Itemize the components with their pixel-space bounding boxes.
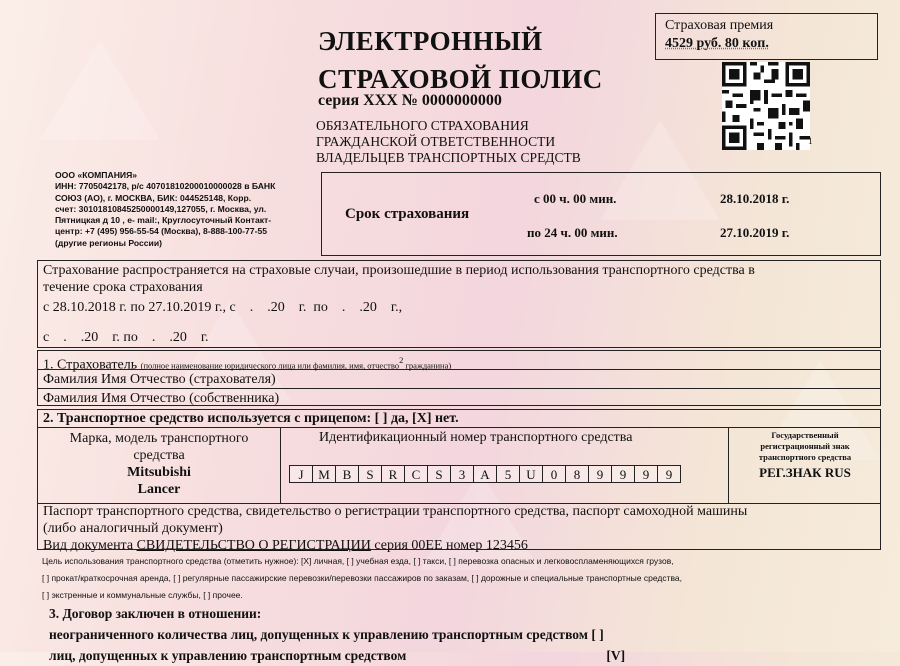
term-to-date: 27.10.2019 г. — [720, 225, 790, 240]
policyholder-section — [37, 350, 881, 406]
insurer-company-info: ООО «КОМПАНИЯ» ИНН: 7705042178, р/с 40701810200010000028 в БАНК СОЮЗ (АО), г. МОСКВА, БИК: 044525148, Корр. счет: 30101810845250000149,127055, г. Москва, ул. Пятницкая д 10 , е- mail:, Круглосуточный Контакт- центр: +7 (495) 956-55-54 (Москва), 8-888-100-77-55 (другие регионы России) — [55, 170, 276, 248]
vin-char-cell: S — [358, 465, 382, 483]
vehicle-document: Паспорт транспортного средства, свидетельство о регистрации транспортного средства, паспорт самоходной машины (либо аналогичный документ) Вид документа СВИДЕТЕЛЬСТВО О РЕГИСТРАЦИИ серия 00ЕЕ номер 123456 — [43, 504, 748, 553]
registration-plate-label: Государственный регистрационный знак транспортного средства — [758, 430, 852, 462]
vin-char-cell: C — [404, 465, 428, 483]
insurance-term-box — [321, 172, 881, 256]
vin-char-cell: S — [427, 465, 451, 483]
policyholder-heading: 1. Страхователь (полное наименование юридического лица или фамилия, имя, отчество$^2$ гражданина) — [38, 351, 880, 370]
policy-title: ЭЛЕКТРОННЫЙ СТРАХОВОЙ ПОЛИС — [318, 26, 603, 94]
vin-char-cell: 9 — [634, 465, 658, 483]
insurance-premium-box — [655, 13, 878, 60]
vin-char-cell: B — [335, 465, 359, 483]
vin-char-cell: R — [381, 465, 405, 483]
term-from-date: 28.10.2018 г. — [720, 191, 790, 206]
vehicle-trailer-heading: 2. Транспортное средство используется с прицепом: [ ] да, [X] нет. — [38, 410, 880, 428]
contract-option-listed: лиц, допущенных к управлению транспортным средством [V] — [49, 648, 626, 663]
document-type: СВИДЕТЕЛЬСТВО О РЕГИСТРАЦИИ — [136, 538, 371, 553]
contract-drivers-section — [49, 603, 625, 666]
qr-code — [722, 62, 810, 150]
vin-char-cell: 0 — [542, 465, 566, 483]
owner-name: Фамилия Имя Отчество (собственника) — [43, 391, 280, 406]
vin-code — [289, 465, 680, 483]
contract-heading: 3. Договор заключен в отношении: — [49, 606, 262, 621]
vin-char-cell: M — [312, 465, 336, 483]
contract-option-unlimited: неограниченного количества лиц, допущенных к управлению транспортным средством [ ] — [49, 627, 604, 642]
vin-char-cell: U — [519, 465, 543, 483]
policy-series-number: серия ХХХ № 0000000000 — [318, 92, 502, 109]
policy-type: ОБЯЗАТЕЛЬНОГО СТРАХОВАНИЯ ГРАЖДАНСКОЙ ОТВЕТСТВЕННОСТИ ВЛАДЕЛЬЦЕВ ТРАНСПОРТНЫХ СРЕДСТВ — [316, 118, 581, 165]
background-pattern — [40, 40, 160, 140]
term-from-time: с 00 ч. 00 мин. — [534, 191, 617, 206]
term-to-time: по 24 ч. 00 мин. — [527, 225, 618, 240]
premium-label: Страховая премия — [665, 18, 774, 33]
premium-amount: 4529 руб. 80 коп. — [665, 36, 769, 51]
vin-char-cell: 3 — [450, 465, 474, 483]
term-label: Срок страхования — [345, 206, 470, 222]
registration-plate-value: РЕГ.ЗНАК RUS — [759, 465, 851, 480]
policyholder-name: Фамилия Имя Отчество (страхователя) — [38, 370, 880, 389]
vin-char-cell: 9 — [588, 465, 612, 483]
coverage-period-section: Страхование распространяется на страховые случаи, произошедшие в период использования транспортного средства в течение срока страхования с 28.10.2018 г. по 27.10.2019 г., с . .20 г. по . .20 г., с . .20 г. по . .20 г. — [37, 260, 881, 348]
vin-char-cell: A — [473, 465, 497, 483]
usage-purpose: Цель использования транспортного средства (отметить нужное): [X] личная, [ ] учебная езда, [ ] такси, [ ] перевозка опасных и легковоспламеняющихся грузов, [ ] прокат/краткосрочная аренда, [ ] регулярные пассажирские перевозки/перевозки пассажиров по заказам, [ ] дорожные и специальные транспортные средства, [ ] экстренные и коммунальные службы, [ ] прочее. — [42, 556, 682, 600]
vehicle-section — [37, 409, 881, 553]
vin-char-cell: 5 — [496, 465, 520, 483]
vin-label: Идентификационный номер транспортного средства — [319, 430, 633, 445]
document-number: серия 00ЕЕ номер 123456 — [370, 538, 528, 553]
column-divider — [728, 428, 729, 504]
vin-char-cell: 8 — [565, 465, 589, 483]
vehicle-make-model: Марка, модель транспортного средства Mitsubishi Lancer — [69, 431, 249, 497]
qr-footnote: 1 — [808, 136, 813, 146]
vin-char-cell: 9 — [657, 465, 681, 483]
column-divider — [280, 428, 281, 504]
vin-char-cell: J — [289, 465, 313, 483]
vin-char-cell: 9 — [611, 465, 635, 483]
